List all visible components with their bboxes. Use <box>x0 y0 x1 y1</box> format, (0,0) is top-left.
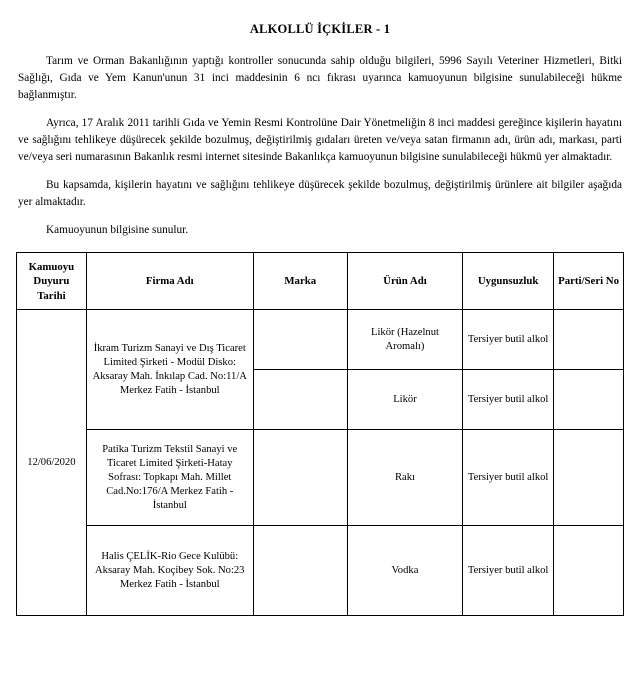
cell-brand-1 <box>253 310 347 370</box>
cell-product-3: Rakı <box>347 430 462 526</box>
column-header-nonconformity: Uygunsuzluk <box>463 253 554 310</box>
table-row <box>17 526 624 616</box>
cell-nonconformity-1: Tersiyer butil alkol <box>463 310 554 370</box>
paragraph-3: Bu kapsamda, kişilerin hayatını ve sağlığını tehlikeye düşürecek şekilde bozulmuş, değiştirilmiş ürünlere ait bilgiler aşağıda yer almaktadır. <box>18 178 622 208</box>
cell-batch-4 <box>554 526 624 616</box>
cell-nonconformity-2: Tersiyer butil alkol <box>463 370 554 430</box>
column-header-brand: Marka <box>253 253 347 310</box>
column-header-date: Kamuoyu Duyuru Tarihi <box>17 253 87 310</box>
paragraph-1: Tarım ve Orman Bakanlığının yaptığı kontroller sonucunda sahip olduğu bilgileri, 5996 Sayılı Veteriner Hizmetleri, Bitki Sağlığı, Gıda ve Yem Kanun'unun 31 inci maddesinin 6 ncı fıkrası uyarınca kamuoyunun bilgisine sunulabileceği hükme bağlanmıştır. <box>18 55 622 101</box>
cell-announcement-date: 12/06/2020 <box>17 310 87 616</box>
cell-firm-3: Patika Turizm Tekstil Sanayi ve Ticaret Limited Şirketi-Hatay Sofrası: Topkapı Mah. Millet Cad.No:176/A Merkez Fatih - İstanbul <box>86 430 253 526</box>
cell-nonconformity-4: Tersiyer butil alkol <box>463 526 554 616</box>
cell-firm-1: İkram Turizm Sanayi ve Dış Ticaret Limited Şirketi - Modül Disko: Aksaray Mah. İnkılap Cad. No:11/A Merkez Fatih - İstanbul <box>86 310 253 430</box>
cell-product-2: Likör <box>347 370 462 430</box>
table-row <box>17 310 624 370</box>
cell-brand-3 <box>253 430 347 526</box>
paragraph-2: Ayrıca, 17 Aralık 2011 tarihli Gıda ve Yemin Resmi Kontrolüne Dair Yönetmeliğin 8 inci maddesi gereğince kişilerin hayatını ve sağlığını tehlikeye düşürecek şekilde bozulmuş, değiştirilmiş gıdaları üreten ve/veya satan firmanın adı, ürün adı, markası, parti ve/veya seri numarasının Bakanlık resmi internet sitesinde Bakanlıkça kamuoyunun bilgisine sunulabileceği hükmü yer almaktadır. <box>18 116 622 163</box>
column-header-firm: Firma Adı <box>86 253 253 310</box>
cell-firm-4: Halis ÇELİK-Rio Gece Kulübü: Aksaray Mah. Koçibey Sok. No:23 Merkez Fatih - İstanbul <box>86 526 253 616</box>
cell-brand-4 <box>253 526 347 616</box>
cell-product-4: Vodka <box>347 526 462 616</box>
product-table <box>16 252 624 616</box>
column-header-batch: Parti/Seri No <box>554 253 624 310</box>
paragraph-4: Kamuoyunun bilgisine sunulur. <box>46 223 189 236</box>
cell-batch-3 <box>554 430 624 526</box>
cell-nonconformity-3: Tersiyer butil alkol <box>463 430 554 526</box>
cell-batch-2 <box>554 370 624 430</box>
table-row <box>17 430 624 526</box>
cell-brand-2 <box>253 370 347 430</box>
cell-product-1: Likör (Hazelnut Aromalı) <box>347 310 462 370</box>
column-header-product: Ürün Adı <box>347 253 462 310</box>
cell-batch-1 <box>554 310 624 370</box>
table-header-row <box>17 253 624 310</box>
page-title: ALKOLLÜ İÇKİLER - 1 <box>249 22 391 36</box>
